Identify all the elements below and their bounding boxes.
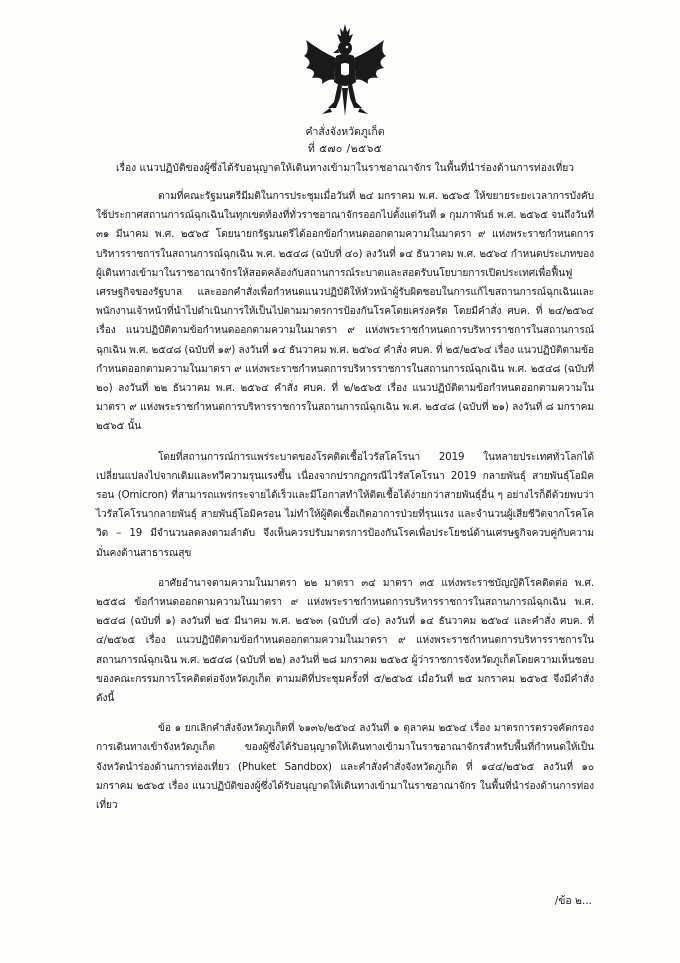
body-paragraph-2: โดยที่สถานการณ์การแพร่ระบาดของโรคติดเชื้อไวรัสโคโรนา 2019 ในหลายประเทศทั่วโลกได้เปลี่ยนแปลงไปจากเดิมและทวีความรุนแรงขึ้น เนื่องจากปรากฏกรณีไวรัสโคโรนา 2019 กลายพันธุ์ สายพันธุ์โอมิครอน (Omicron) ที่สามารถแพร่กระจายได้เร็วและมีโอกาสทำให้ติดเชื้อได้ง่ายกว่าสายพันธุ์อื่น ๆ อย่างไรก็ดีด้วยพบว่าไวรัสโคโรนากลายพันธุ์ สายพันธุ์โอมิครอน ไม่ทำให้ผู้ติดเชื้อเกิดอาการป่วยที่รุนแรง และจำนวนผู้เสียชีวิตจากโรคโควิด – 19 มีจำนวนลดลงตามลำดับ จึงเห็นควรปรับมาตรการป้องกันโรคเพื่อประโยชน์ด้านเศรษฐกิจควบคู่กับความมั่นคงด้านสาธารณสุข (96, 451, 594, 559)
body-paragraph-3: อาศัยอำนาจตามความในมาตรา ๒๒ มาตรา ๓๔ มาตรา ๓๕ แห่งพระราชบัญญัติโรคติดต่อ พ.ศ. ๒๕๕๘ ข้อกำหนดออกตามความในมาตรา ๙ แห่งพระราชกำหนดการบริหารราชการในสถานการณ์ฉุกเฉิน พ.ศ. ๒๕๔๘ (ฉบับที่ ๑) ลงวันที่ ๒๕ มีนาคม พ.ศ. ๒๕๖๓ (ฉบับที่ ๔๐) ลงวันที่ ๑๔ ธันวาคม ๒๕๖๔ และคำสั่ง ศบค. ที่ ๔/๒๕๖๕ เรื่อง แนวปฏิบัติตามข้อกำหนดออกตามความในมาตรา ๙ แห่งพระราชกำหนดการบริหารราชการในสถานการณ์ฉุกเฉิน พ.ศ. ๒๕๔๘ (ฉบับที่ ๒๒) ลงวันที่ ๒๘ มกราคม ๒๕๖๕ ผู้ว่าราชการจังหวัดภูเก็ตโดยความเห็นชอบของคณะกรรมการโรคติดต่อจังหวัดภูเก็ต ตามมติที่ประชุมครั้งที่ ๕/๒๕๖๕ เมื่อวันที่ ๒๕ มกราคม ๒๕๖๕ จึงมีคำสั่ง ดังนี้ (96, 577, 594, 705)
order-subject: เรื่อง แนวปฏิบัติของผู้ซึ่งได้รับอนุญาตให้เดินทางเข้ามาในราชอาณาจักร ในพื้นที่นำร่องด้านการท่องเที่ยว (115, 162, 575, 174)
order-issuer: คำสั่งจังหวัดภูเก็ต (305, 126, 385, 138)
continuation-marker: /ข้อ ๒... (554, 895, 592, 907)
order-number: ที่ ๕๗๐ /๒๕๖๕ (307, 143, 383, 155)
garuda-emblem-icon (300, 22, 390, 120)
body-paragraph-1: ตามที่คณะรัฐมนตรีมีมติในการประชุมเมื่อวันที่ ๒๔ มกราคม พ.ศ. ๒๕๖๕ ให้ขยายระยะเวลาการบังคับใช้ประกาศสถานการณ์ฉุกเฉินในทุกเขตท้องที่ทั่วราชอาณาจักรออกไปตั้งแต่วันที่ ๑ กุมภาพันธ์ พ.ศ. ๒๕๖๕ จนถึงวันที่ ๓๑ มีนาคม พ.ศ. ๒๕๖๕ โดยนายกรัฐมนตรีได้ออกข้อกำหนดออกตามความในมาตรา ๙ แห่งพระราชกำหนดการบริหารราชการในสถานการณ์ฉุกเฉิน พ.ศ. ๒๕๔๘ (ฉบับที่ ๔๐) ลงวันที่ ๑๔ ธันวาคม พ.ศ. ๒๕๖๔ กำหนดประเภทของผู้เดินทางเข้ามาในราชอาณาจักรให้สอดคล้องกับสถานการณ์ระบาดและสอดรับนโยบายการเปิดประเทศเพื่อฟื้นฟูเศรษฐกิจของรัฐบาล และออกคำสั่งเพื่อกำหนดแนวปฏิบัติให้หัวหน้าผู้รับผิดชอบในการแก้ไขสถานการณ์ฉุกเฉินและพนักงานเจ้าหน้าที่นำไปดำเนินการให้เป็นไปตามมาตรการป้องกันโรคโดยเคร่งครัด โดยมีคำสั่ง ศบค. ที่ ๒๔/๒๕๖๔ เรื่อง แนวปฏิบัติตามข้อกำหนดออกตามความในมาตรา ๙ แห่งพระราชกำหนดการบริหารราชการในสถานการณ์ฉุกเฉิน พ.ศ. ๒๕๔๘ (ฉบับที่ ๑๙) ลงวันที่ ๑๔ ธันวาคม พ.ศ. ๒๕๖๔ คำสั่ง ศบค. ที่ ๒๕/๒๕๖๔ เรื่อง แนวปฏิบัติตามข้อกำหนดออกตามความในมาตรา ๙ แห่งพระราชกำหนดการบริหารราชการในสถานการณ์ฉุกเฉิน พ.ศ. ๒๕๔๘ (ฉบับที่ ๒๐) ลงวันที่ ๒๒ ธันวาคม พ.ศ. ๒๕๖๔ คำสั่ง ศบค. ที่ ๒/๒๕๖๕ เรื่อง แนวปฏิบัติตามข้อกำหนดออกตามความในมาตรา ๙ แห่งพระราชกำหนดการบริหารราชการในสถานการณ์ฉุกเฉิน พ.ศ. ๒๕๔๘ (ฉบับที่ ๒๑) ลงวันที่ ๘ มกราคม ๒๕๖๕ นั้น (96, 191, 594, 433)
body-paragraph-4: ข้อ ๑ ยกเลิกคำสั่งจังหวัดภูเก็ตที่ ๖๑๓๖/๒๕๖๔ ลงวันที่ ๑ ตุลาคม ๒๕๖๔ เรื่อง มาตรการตรวจคัดกรองการเดินทางเข้าจังหวัดภูเก็ต ของผู้ซึ่งได้รับอนุญาตให้เดินทางเข้ามาในราชอาณาจักรสำหรับพื้นที่กำหนดให้เป็นจังหวัดนำร่องด้านการท่องเที่ยว (Phuket Sandbox) และคำสั่งคำสั่งจังหวัดภูเก็ต ที่ ๑๔๔/๒๕๖๕ ลงวันที่ ๑๐ มกราคม ๒๕๖๕ เรื่อง แนวปฏิบัติของผู้ซึ่งได้รับอนุญาตให้เดินทางเข้ามาในราชอาณาจักร ในพื้นที่นำร่องด้านการท่องเที่ยว (96, 723, 594, 812)
